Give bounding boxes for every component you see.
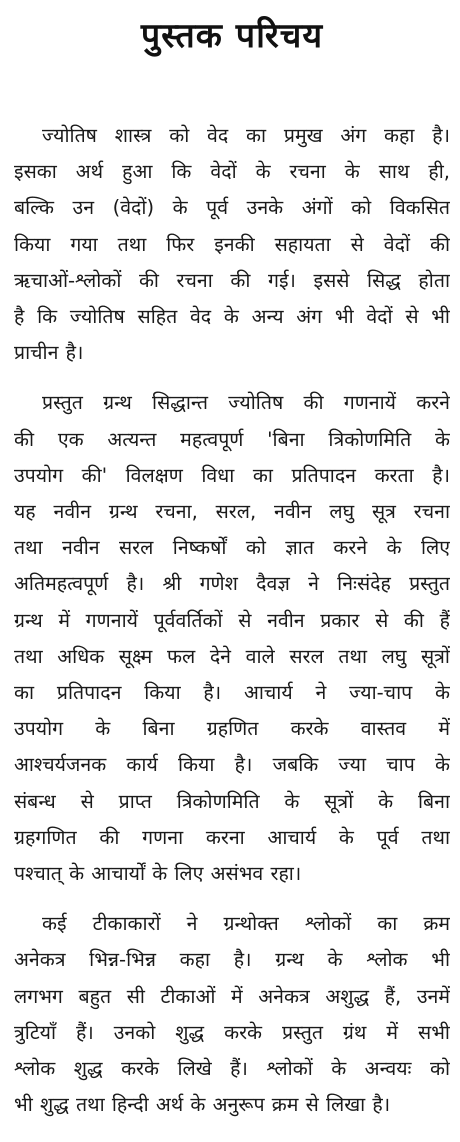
paragraph-line: प्राचीन है। <box>14 341 84 365</box>
paragraph-line: उपयोग के बिना ग्रहणित करके वास्तव में <box>14 717 450 741</box>
paragraph-line: है कि ज्योतिष सहित वेद के अन्य अंग भी वेदों से भी <box>14 305 450 329</box>
paragraph-line: तथा अधिक सूक्ष्म फल देने वाले सरल तथा लघु सूत्रों <box>14 644 450 668</box>
paragraph-line: ग्रन्थ में गणनायें पूर्ववर्तिकों से नवीन प्रकार से की हैं <box>14 608 450 632</box>
paragraph-line: ग्रहगणित की गणना करना आचार्य के पूर्व तथा <box>14 825 450 849</box>
paragraph-line: उपयोग की' विलक्षण विधा का प्रतिपादन करता है। <box>14 463 450 487</box>
paragraph-line: कई टीकाकारों ने ग्रन्थोक्त श्लोकों का क्रम <box>42 912 450 936</box>
paragraph-line: अतिमहत्वपूर्ण है। श्री गणेश दैवज्ञ ने निःसंदेह प्रस्तुत <box>14 572 450 596</box>
paragraph-line: पश्चात् के आचार्यों के लिए असंभव रहा। <box>14 862 302 886</box>
paragraph-line: आश्चर्यजनक कार्य किया है। जबकि ज्या चाप के <box>14 753 450 777</box>
paragraph-line: का प्रतिपादन किया है। आचार्य ने ज्या-चाप के <box>14 681 450 705</box>
paragraph-line: श्लोक शुद्ध करके लिखे हैं। श्लोकों के अन्वयः को <box>14 1057 450 1081</box>
paragraph-line: बल्कि उन (वेदों) के पूर्व उनके अंगों को विकसित <box>14 196 450 220</box>
paragraph-3 <box>14 906 450 1123</box>
paragraph-line: यह नवीन ग्रन्थ रचना, सरल, नवीन लघु सूत्र रचना <box>14 500 450 524</box>
paragraph-line: तथा नवीन सरल निष्कर्षों को ज्ञात करने के लिए <box>14 536 450 560</box>
paragraph-line: ज्योतिष शास्त्र को वेद का प्रमुख अंग कहा है। <box>42 124 450 147</box>
paragraph-line: ऋचाओं-श्लोकों की रचना की गई। इससे सिद्ध होता <box>14 268 450 292</box>
paragraph-line: त्रुटियाँ हैं। उनको शुद्ध करके प्रस्तुत ग्रंथ में सभी <box>14 1020 450 1044</box>
page-title: पुस्तक परिचय <box>140 16 324 56</box>
paragraph-line: संबन्ध से प्राप्त त्रिकोणमिति के सूत्रों के बिना <box>14 789 450 813</box>
paragraph-line: लगभग बहुत सी टीकाओं में अनेकत्र अशुद्ध हैं, उनमें <box>14 984 450 1008</box>
paragraph-line: अनेकत्र भिन्न-भिन्न कहा है। ग्रन्थ के श्लोक भी <box>14 948 450 972</box>
paragraph-line: भी शुद्ध तथा हिन्दी अर्थ के अनुरूप क्रम से लिखा है। <box>14 1093 391 1117</box>
paragraph-line: प्रस्तुत ग्रन्थ सिद्धान्त ज्योतिष की गणनायें करने <box>42 391 450 415</box>
paragraph-2 <box>14 385 450 892</box>
paragraph-line: किया गया तथा फिर इनकी सहायता से वेदों की <box>14 232 450 256</box>
paragraph-line: की एक अत्यन्त महत्वपूर्ण 'बिना त्रिकोणमिति के <box>14 427 450 451</box>
paragraph-line: इसका अर्थ हुआ कि वेदों के रचना के साथ ही, <box>14 160 450 184</box>
paragraph-1 <box>14 118 450 371</box>
